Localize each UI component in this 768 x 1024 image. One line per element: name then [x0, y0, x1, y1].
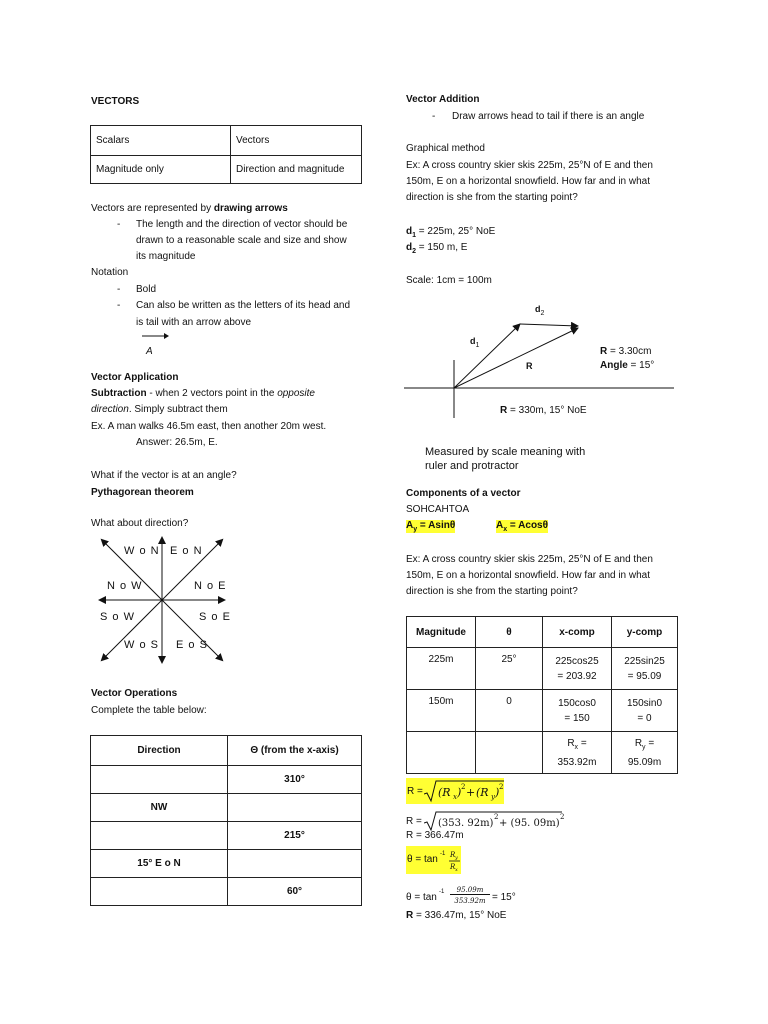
- text-span: θ = tan: [407, 854, 438, 865]
- d1-line: [406, 226, 495, 239]
- fraction-icon: [448, 848, 462, 872]
- scale-line: Scale: 1cm = 100m: [406, 275, 492, 286]
- diagram-label-d1: [470, 336, 479, 349]
- compass-label: E o N: [170, 545, 203, 557]
- subscript: y: [642, 743, 646, 751]
- table-cell: 150cos0 = 150: [543, 690, 612, 732]
- italic-span: direction: [91, 404, 129, 415]
- table-cell[interactable]: [91, 766, 228, 794]
- svg-text:(R: (R: [438, 786, 451, 799]
- arrow-over-letter-icon: [140, 330, 170, 342]
- table-cell: 225sin25 = 95.09: [612, 648, 678, 690]
- theta-formula: [406, 846, 461, 874]
- superscript: -1: [440, 851, 446, 857]
- sqrt-icon: [424, 778, 504, 804]
- table-header: Θ (from the x-axis): [228, 736, 362, 766]
- section-title: Components of a vector: [406, 488, 521, 499]
- problem-line: Ex: A cross country skier skis 225m, 25°N of E and then: [406, 160, 653, 171]
- subscript: y: [413, 526, 418, 533]
- bold-span: d: [406, 242, 413, 253]
- text-span: R: [634, 737, 643, 749]
- text-span: = 336.47m, 15° NoE: [413, 910, 507, 921]
- pythagorean-label: Pythagorean theorem: [91, 487, 194, 498]
- svg-text:2: 2: [560, 813, 565, 821]
- table-cell[interactable]: [91, 822, 228, 850]
- fraction-denominator: 353.92m: [454, 897, 486, 905]
- bullet-dash: -: [117, 284, 121, 295]
- problem-line: direction is she from the starting point?: [406, 586, 578, 597]
- bold-span: R: [500, 405, 508, 416]
- bold-span: R: [600, 346, 608, 357]
- svg-text:+ (95. 09m): + (95. 09m): [499, 818, 560, 829]
- text-span: . Simply subtract them: [128, 404, 228, 415]
- table-header: Scalars: [91, 126, 231, 156]
- table-header: x-comp: [543, 617, 612, 648]
- bullet-dash: -: [432, 111, 436, 122]
- svg-text:R: R: [450, 863, 456, 871]
- angle-label: [600, 360, 654, 371]
- graphical-label: Graphical method: [406, 143, 485, 154]
- bold-span: drawing arrows: [213, 203, 288, 214]
- table-cell: 15° E o N: [91, 850, 228, 878]
- svg-text:): ): [495, 786, 500, 799]
- text-span: = 225m, 25° NoE: [416, 226, 496, 237]
- table-cell: 225m: [407, 648, 476, 690]
- compass-label: W o N: [124, 545, 160, 557]
- vector-letter: A: [146, 346, 153, 357]
- italic-span: opposite: [277, 388, 315, 399]
- problem-line: 150m, E on a horizontal snowfield. How far and in what: [406, 176, 651, 187]
- table-cell: 215°: [228, 822, 362, 850]
- r-substitution: [406, 810, 566, 832]
- text-span: R =: [407, 786, 423, 797]
- compass-diagram: [92, 530, 232, 670]
- question-line: What if the vector is at an angle?: [91, 470, 237, 481]
- subscript: x: [574, 743, 579, 751]
- bullet-line: Draw arrows head to tail if there is an angle: [452, 111, 645, 122]
- bold-span: d: [535, 304, 541, 314]
- text-span: θ = tan: [406, 892, 437, 903]
- text-span: R: [567, 737, 575, 749]
- section-title: Vector Application: [91, 372, 179, 383]
- direction-angle-table: [90, 735, 362, 906]
- superscript: -1: [439, 889, 445, 895]
- example-line: Ex. A man walks 46.5m east, then another 20m west.: [91, 421, 327, 432]
- svg-text:x: x: [453, 793, 457, 801]
- text-span: = 3.30cm: [607, 346, 652, 357]
- r-result: R = 366.47m: [406, 830, 464, 841]
- bullet-dash: -: [117, 219, 121, 230]
- section-title: Vector Addition: [406, 94, 480, 105]
- ax-formula: [496, 520, 548, 533]
- question-line: What about direction?: [91, 518, 189, 529]
- bullet-line: Bold: [136, 284, 157, 295]
- text-span: 353.92m: [557, 756, 597, 768]
- text-span: Vectors are represented by: [91, 203, 214, 214]
- theta-substitution: [406, 886, 546, 908]
- text-span: = Acosθ: [507, 520, 549, 531]
- table-cell[interactable]: [91, 878, 228, 906]
- diagram-label-d2: [535, 304, 544, 317]
- sohcahtoa: SOHCAHTOA: [406, 504, 470, 515]
- table-cell: 225cos25 = 203.92: [543, 648, 612, 690]
- d2-line: [406, 242, 467, 255]
- table-cell[interactable]: [228, 850, 362, 878]
- table-cell: 150m: [407, 690, 476, 732]
- compass-label: W o S: [124, 639, 159, 651]
- r-cm-label: [600, 346, 651, 357]
- svg-text:): ): [457, 786, 462, 799]
- instruction-line: Complete the table below:: [91, 705, 207, 716]
- subtraction-line: [91, 388, 315, 399]
- bold-span: Subtraction: [91, 388, 147, 399]
- bullet-line: drawn to a reasonable scale and size and show: [136, 235, 347, 246]
- problem-line: 150m, E on a horizontal snowfield. How far and in what: [406, 570, 651, 581]
- subscript: 1: [475, 341, 480, 349]
- text-span: = Asinθ: [417, 520, 456, 531]
- r-formula: [406, 778, 504, 804]
- table-header: Direction: [91, 736, 228, 766]
- svg-text:(R: (R: [476, 786, 489, 799]
- page-title: VECTORS: [91, 96, 140, 107]
- svg-text:x: x: [455, 867, 458, 872]
- measured-line: Measured by scale meaning with: [425, 446, 586, 458]
- bold-span: d: [470, 336, 476, 346]
- compass-label: S o E: [199, 611, 231, 623]
- notation-label: Notation: [91, 267, 129, 278]
- text-span: = 15°: [627, 360, 655, 371]
- rx-cell: $R_x$ = 353.92m: [543, 732, 612, 774]
- bullet-dash: -: [117, 300, 121, 311]
- represented-text: [91, 203, 288, 214]
- table-cell[interactable]: [228, 794, 362, 822]
- result-label: [500, 405, 587, 416]
- subscript: x: [503, 526, 508, 533]
- compass-label: N o E: [194, 580, 227, 592]
- direction-line: [91, 404, 228, 415]
- text-span: = 330m, 15° NoE: [507, 405, 587, 416]
- table-cell: Direction and magnitude: [231, 156, 362, 184]
- table-cell: 310°: [228, 766, 362, 794]
- bullet-line: is tail with an arrow above: [136, 317, 252, 328]
- svg-text:2: 2: [461, 783, 466, 791]
- table-cell: [407, 732, 476, 774]
- svg-text:2: 2: [494, 813, 499, 821]
- scalars-vectors-table: [90, 125, 362, 184]
- problem-line: Ex: A cross country skier skis 225m, 25°N of E and then: [406, 554, 653, 565]
- table-cell: 0: [476, 690, 543, 732]
- measured-line: ruler and protractor: [425, 460, 519, 472]
- svg-text:y: y: [455, 855, 458, 861]
- bold-span: R: [406, 910, 414, 921]
- table-cell: 25°: [476, 648, 543, 690]
- text-span: = 15°: [492, 892, 516, 903]
- fraction-numerator: 95.09m: [450, 886, 490, 895]
- problem-line: direction is she from the starting point?: [406, 192, 578, 203]
- table-cell: [476, 732, 543, 774]
- components-table: [406, 616, 678, 774]
- svg-text:2: 2: [499, 783, 504, 791]
- ry-cell: $R_y$ = 95.09m: [612, 732, 678, 774]
- table-header: y-comp: [612, 617, 678, 648]
- text-span: 95.09m: [627, 756, 662, 768]
- subscript: 1: [412, 232, 417, 239]
- svg-text:y: y: [491, 793, 495, 801]
- table-header: Magnitude: [407, 617, 476, 648]
- compass-label: E o S: [176, 639, 208, 651]
- table-cell: 150sin0 = 0: [612, 690, 678, 732]
- bullet-line: Can also be written as the letters of its head and: [136, 300, 351, 311]
- table-cell: Magnitude only: [91, 156, 231, 184]
- final-result: [406, 910, 506, 921]
- svg-text:(353. 92m): (353. 92m): [438, 818, 494, 829]
- bullet-line: its magnitude: [136, 251, 196, 262]
- bullet-line: The length and the direction of vector should be: [136, 219, 348, 230]
- compass-label: S o W: [100, 611, 135, 623]
- text-span: A: [496, 520, 504, 531]
- table-header: Vectors: [231, 126, 362, 156]
- text-span: = 150 m, E: [416, 242, 468, 253]
- text-span: R =: [406, 816, 422, 827]
- ay-formula: [406, 520, 455, 533]
- table-cell: NW: [91, 794, 228, 822]
- svg-text:R: R: [450, 851, 456, 859]
- subscript: 2: [540, 309, 545, 317]
- diagram-label-r: R: [526, 361, 533, 371]
- text-span: A: [406, 520, 414, 531]
- sqrt-icon: [424, 810, 566, 832]
- answer-line: Answer: 26.5m, E.: [136, 437, 218, 448]
- table-header: θ: [476, 617, 543, 648]
- subscript: 2: [412, 248, 417, 255]
- svg-text:+: +: [466, 786, 476, 799]
- bold-span: d: [406, 226, 413, 237]
- table-cell: 60°: [228, 878, 362, 906]
- bold-span: Angle: [600, 360, 628, 371]
- compass-label: N o W: [107, 580, 143, 592]
- text-span: - when 2 vectors point in the: [146, 388, 278, 399]
- section-title: Vector Operations: [91, 688, 178, 699]
